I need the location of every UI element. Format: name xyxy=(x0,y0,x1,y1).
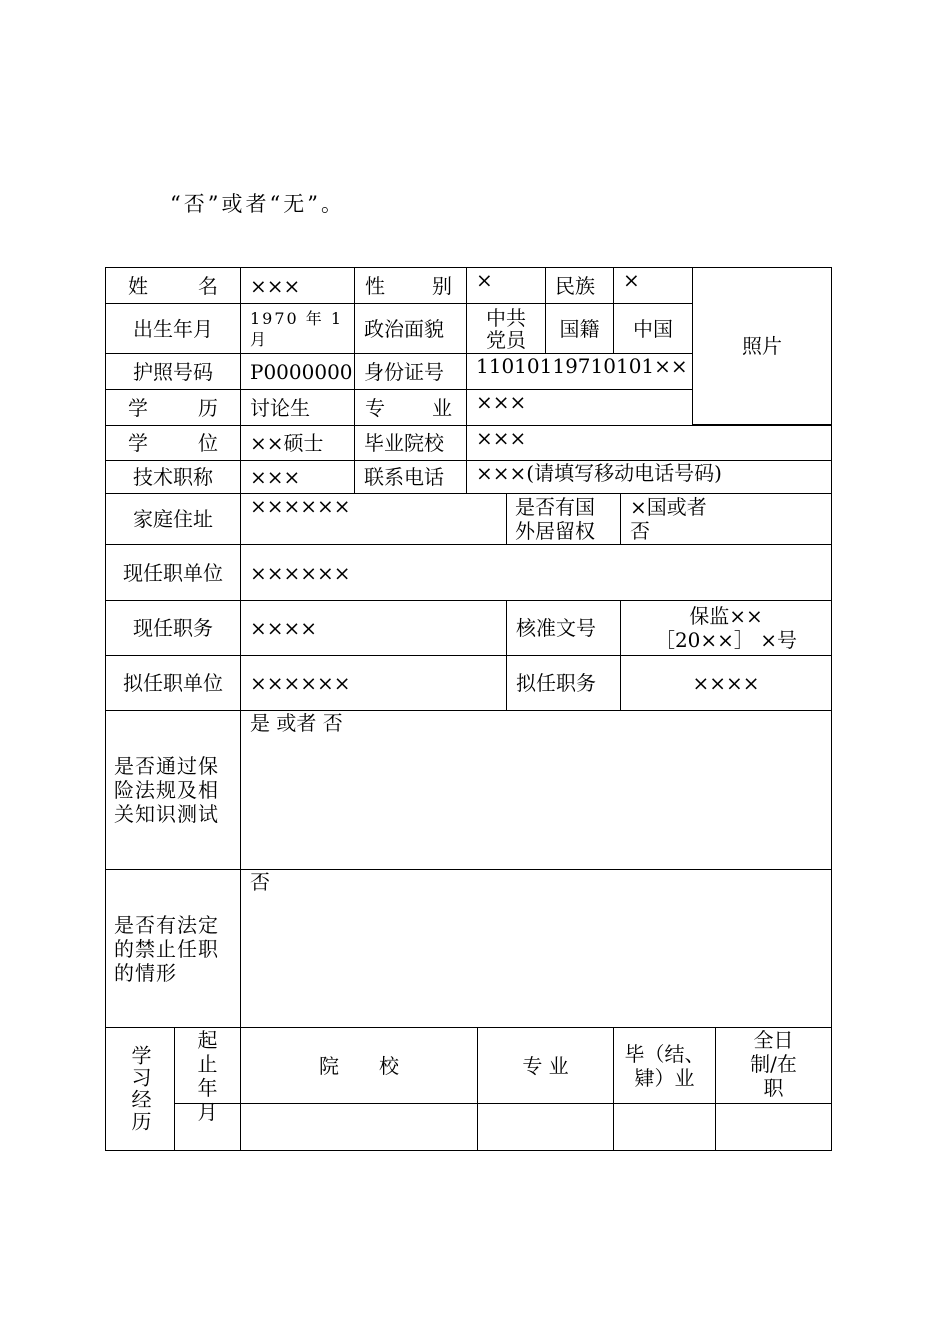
ethnicity-label: 民族 xyxy=(545,267,614,304)
test-label: 是否通过保险法规及相关知识测试 xyxy=(105,710,241,870)
school-value: ××× xyxy=(466,425,832,461)
test-value: 是 或者 否 xyxy=(240,710,832,870)
proposed-post-value: ×××× xyxy=(620,655,832,711)
approval-label: 核准文号 xyxy=(506,600,621,656)
address-label: 家庭住址 xyxy=(105,493,241,545)
idcard-value: 11010119710101×× xyxy=(466,353,693,390)
passport-value: P0000000 xyxy=(240,353,355,390)
proposed-unit-label: 拟任职单位 xyxy=(105,655,241,711)
current-post-label: 现任职务 xyxy=(105,600,241,656)
approval-line1: 保监×× xyxy=(689,604,763,628)
graduated-cell xyxy=(613,1103,716,1151)
birth-value: 1970 年 1 月 xyxy=(240,303,355,354)
residency-value: ×国或者 否 xyxy=(620,493,832,545)
school-label: 毕业院校 xyxy=(354,425,467,461)
name-label: 姓 名 xyxy=(105,267,241,304)
proposed-post-label: 拟任职务 xyxy=(506,655,621,711)
fulltime-cell xyxy=(715,1103,832,1151)
address-value: ×××××× xyxy=(240,493,507,545)
education-label: 学 历 xyxy=(105,389,241,426)
photo-box: 照片 xyxy=(692,267,832,425)
study-major-header: 专 业 xyxy=(477,1027,614,1104)
prohibited-value: 否 xyxy=(240,869,832,1028)
current-post-value: ×××× xyxy=(240,600,507,656)
study-history-label: 学习经历 xyxy=(105,1027,175,1151)
nationality-label: 国籍 xyxy=(545,303,614,354)
residency-label: 是否有国外居留权 xyxy=(506,493,621,545)
education-value: 讨论生 xyxy=(240,389,355,426)
graduated-header: 毕（结、肄）业 xyxy=(613,1027,716,1104)
approval-value xyxy=(620,600,832,656)
passport-label: 护照号码 xyxy=(105,353,241,390)
ethnicity-value: × xyxy=(613,267,693,304)
birth-label: 出生年月 xyxy=(105,303,241,354)
current-unit-value: ×××××× xyxy=(240,544,832,601)
gender-value: × xyxy=(466,267,546,304)
nationality-value: 中国 xyxy=(613,303,693,354)
proposed-unit-value: ×××××× xyxy=(240,655,507,711)
approval-line2: ［20××］ ×号 xyxy=(654,628,798,652)
study-major-cell xyxy=(477,1103,614,1151)
political-label: 政治面貌 xyxy=(354,303,467,354)
political-value: 中共党员 xyxy=(466,303,546,354)
major-value: ××× xyxy=(466,389,693,426)
major-label: 专 业 xyxy=(354,389,467,426)
degree-label: 学 位 xyxy=(105,425,241,461)
prohibited-label: 是否有法定的禁止任职的情形 xyxy=(105,869,241,1028)
degree-value: ××硕士 xyxy=(240,425,355,461)
idcard-label: 身份证号 xyxy=(354,353,467,390)
name-value: ××× xyxy=(240,267,355,304)
intro-text: “否”或者“无”。 xyxy=(170,192,345,216)
period-cell xyxy=(174,1103,241,1151)
current-unit-label: 现任职单位 xyxy=(105,544,241,601)
title-value: ××× xyxy=(240,460,355,494)
institution-cell xyxy=(240,1103,478,1151)
phone-label: 联系电话 xyxy=(354,460,467,494)
title-label: 技术职称 xyxy=(105,460,241,494)
period-header: 起止年月 xyxy=(174,1027,241,1104)
phone-value: ×××(请填写移动电话号码) xyxy=(466,460,832,494)
gender-label: 性 别 xyxy=(354,267,467,304)
fulltime-header: 全日制/在职 xyxy=(715,1027,832,1104)
institution-header: 院 校 xyxy=(240,1027,478,1104)
